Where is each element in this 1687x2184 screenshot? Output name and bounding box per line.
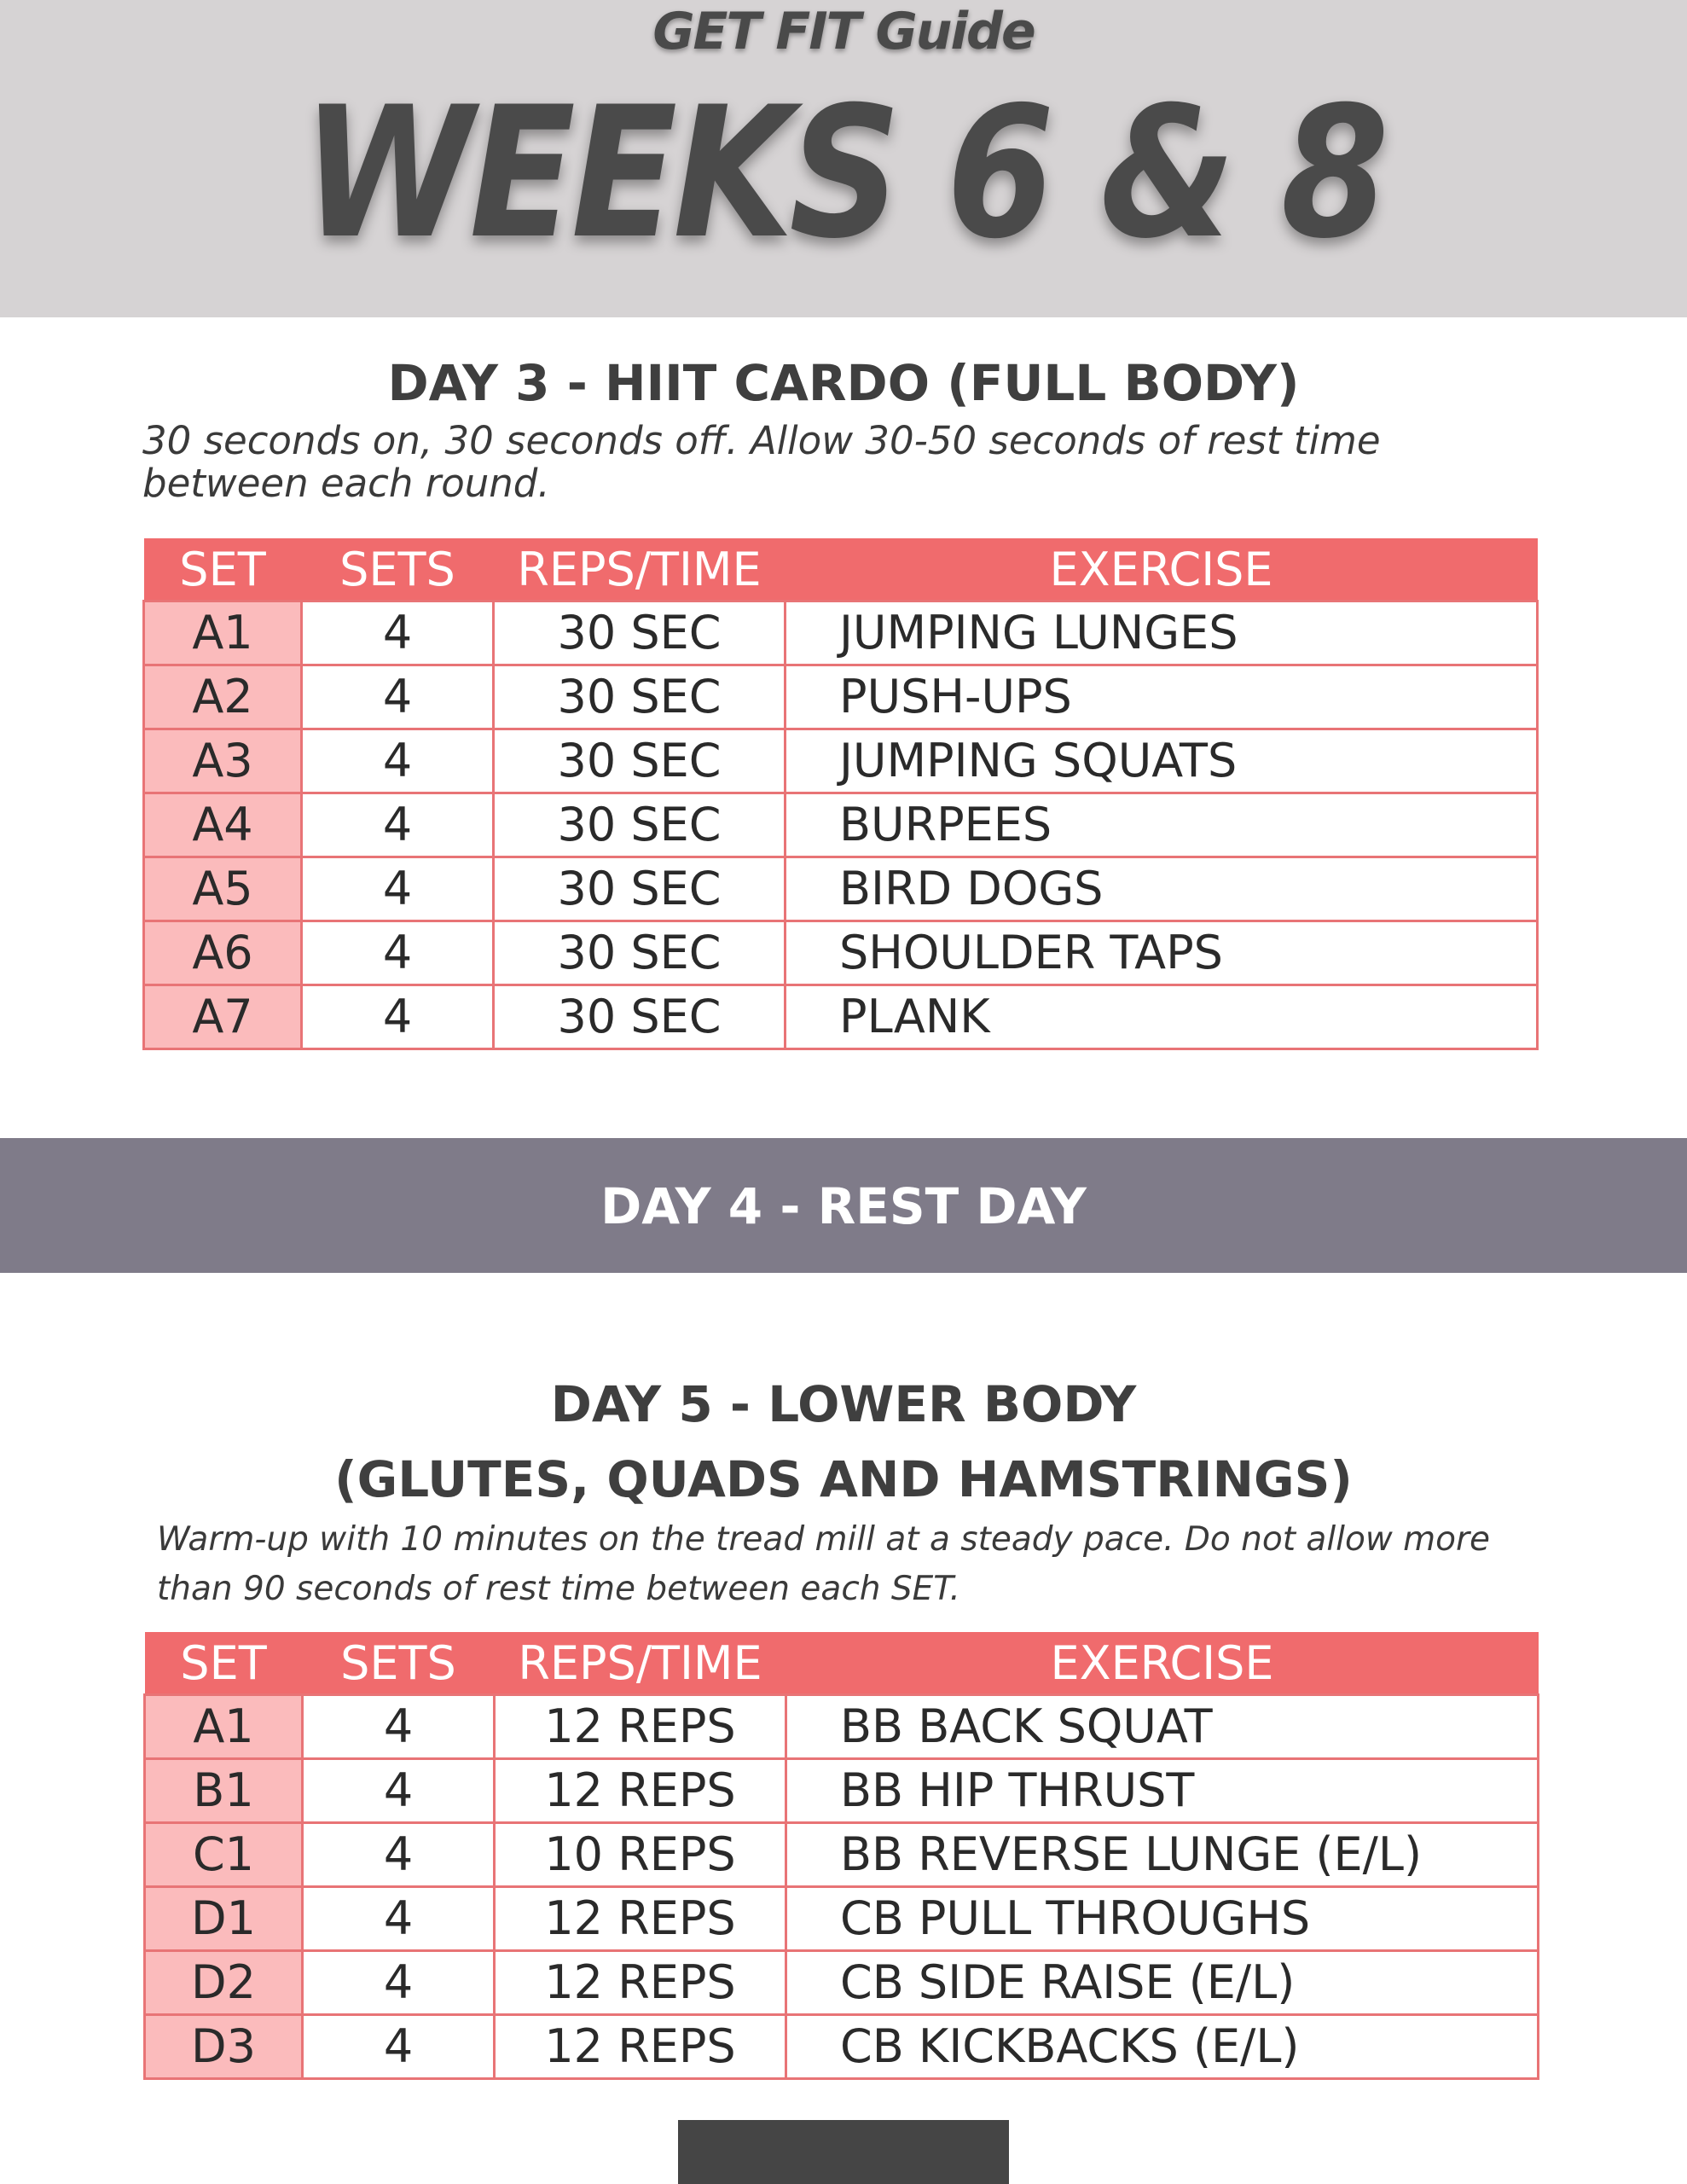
day3-title: DAY 3 - HIIT CARDO (FULL BODY)	[387, 354, 1300, 412]
set-cell: A4	[144, 793, 302, 857]
reps-cell: 12 REPS	[495, 1759, 786, 1823]
exercise-cell: CB SIDE RAISE (E/L)	[786, 1951, 1539, 2015]
exercise-cell: JUMPING LUNGES	[786, 601, 1538, 665]
day3-intro: 30 seconds on, 30 seconds off. Allow 30-50 seconds of rest time between each round.	[142, 418, 1381, 506]
col-header-exercise: EXERCISE	[786, 538, 1538, 601]
reps-cell: 30 SEC	[494, 729, 786, 793]
sets-cell: 4	[303, 1695, 495, 1759]
table-row	[144, 921, 1538, 985]
col-header-reps: REPS/TIME	[495, 1632, 786, 1695]
col-header-exercise: EXERCISE	[786, 1632, 1539, 1695]
table-row	[144, 665, 1538, 729]
sets-cell: 4	[302, 665, 494, 729]
sets-cell: 4	[303, 1887, 495, 1951]
table-row	[144, 857, 1538, 921]
sets-cell: 4	[302, 793, 494, 857]
sets-cell: 4	[302, 729, 494, 793]
table-row	[145, 1823, 1539, 1887]
exercise-cell: PUSH-UPS	[786, 665, 1538, 729]
table-row	[145, 1951, 1539, 2015]
reps-cell: 30 SEC	[494, 857, 786, 921]
table-row	[145, 1695, 1539, 1759]
col-header-set: SET	[144, 538, 302, 601]
exercise-cell: BURPEES	[786, 793, 1538, 857]
exercise-cell: BIRD DOGS	[786, 857, 1538, 921]
set-cell: D3	[145, 2015, 303, 2079]
sets-cell: 4	[302, 985, 494, 1049]
table-row	[145, 1887, 1539, 1951]
day5-workout-table	[143, 1632, 1539, 2080]
exercise-cell: SHOULDER TAPS	[786, 921, 1538, 985]
table-row	[145, 2015, 1539, 2079]
set-cell: A1	[144, 601, 302, 665]
reps-cell: 30 SEC	[494, 985, 786, 1049]
day5-title-line1: DAY 5 - LOWER BODY	[550, 1375, 1137, 1433]
set-cell: A7	[144, 985, 302, 1049]
sets-cell: 4	[303, 1759, 495, 1823]
exercise-cell: BB BACK SQUAT	[786, 1695, 1539, 1759]
sets-cell: 4	[303, 1823, 495, 1887]
sets-cell: 4	[303, 1951, 495, 2015]
rest-day-banner	[0, 1138, 1687, 1273]
table-row	[144, 601, 1538, 665]
exercise-cell: CB PULL THROUGHS	[786, 1887, 1539, 1951]
exercise-cell: CB KICKBACKS (E/L)	[786, 2015, 1539, 2079]
day3-workout-table	[142, 538, 1539, 1050]
reps-cell: 30 SEC	[494, 601, 786, 665]
reps-cell: 30 SEC	[494, 793, 786, 857]
exercise-cell: BB REVERSE LUNGE (E/L)	[786, 1823, 1539, 1887]
reps-cell: 12 REPS	[495, 1695, 786, 1759]
reps-cell: 10 REPS	[495, 1823, 786, 1887]
sets-cell: 4	[303, 2015, 495, 2079]
col-header-sets: SETS	[302, 538, 494, 601]
set-cell: A6	[144, 921, 302, 985]
brand-title: GET FIT Guide	[652, 2, 1035, 61]
table-row	[144, 985, 1538, 1049]
table-header-row	[145, 1632, 1539, 1695]
table-header-row	[144, 538, 1538, 601]
day5-intro: Warm-up with 10 minutes on the tread mill at a steady pace. Do not allow more than 90 seconds of rest time between each SET.	[157, 1520, 1491, 1608]
sets-cell: 4	[302, 921, 494, 985]
reps-cell: 12 REPS	[495, 1951, 786, 2015]
reps-cell: 30 SEC	[494, 665, 786, 729]
exercise-cell: BB HIP THRUST	[786, 1759, 1539, 1823]
weeks-title: WEEKS 6 & 8	[302, 67, 1385, 278]
table-row	[144, 729, 1538, 793]
col-header-sets: SETS	[303, 1632, 495, 1695]
reps-cell: 12 REPS	[495, 2015, 786, 2079]
set-cell: D2	[145, 1951, 303, 2015]
page-header	[0, 0, 1687, 317]
exercise-cell: PLANK	[786, 985, 1538, 1049]
rest-day-title: DAY 4 - REST DAY	[600, 1177, 1087, 1235]
table-row	[145, 1759, 1539, 1823]
set-cell: A5	[144, 857, 302, 921]
set-cell: C1	[145, 1823, 303, 1887]
exercise-cell: JUMPING SQUATS	[786, 729, 1538, 793]
col-header-reps: REPS/TIME	[494, 538, 786, 601]
sets-cell: 4	[302, 857, 494, 921]
table-row	[144, 793, 1538, 857]
reps-cell: 30 SEC	[494, 921, 786, 985]
sets-cell: 4	[302, 601, 494, 665]
set-cell: A3	[144, 729, 302, 793]
day5-title-line2: (GLUTES, QUADS AND HAMSTRINGS)	[334, 1450, 1353, 1508]
set-cell: A1	[145, 1695, 303, 1759]
set-cell: B1	[145, 1759, 303, 1823]
reps-cell: 12 REPS	[495, 1887, 786, 1951]
set-cell: D1	[145, 1887, 303, 1951]
footer-tab	[678, 2120, 1009, 2184]
col-header-set: SET	[145, 1632, 303, 1695]
set-cell: A2	[144, 665, 302, 729]
